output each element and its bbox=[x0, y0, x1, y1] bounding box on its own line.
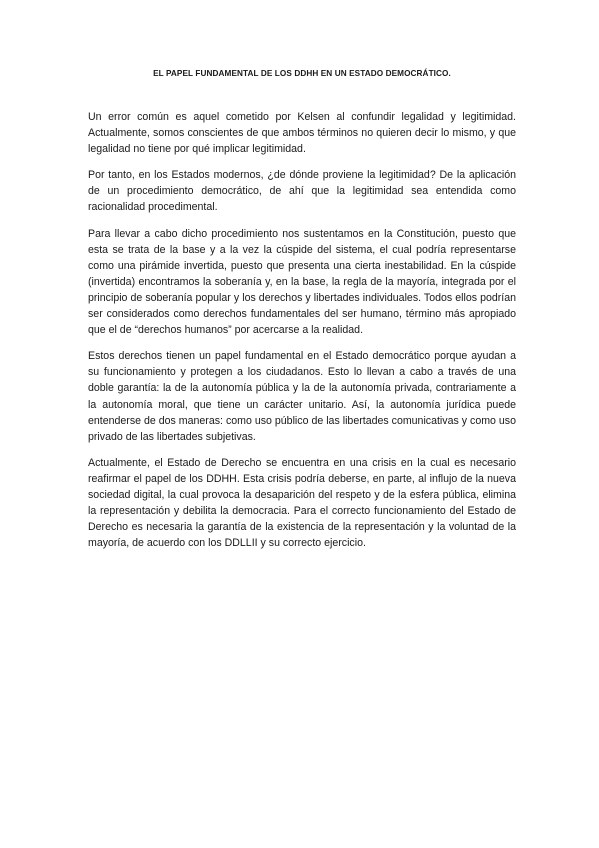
paragraph-crisis: Actualmente, el Estado de Derecho se encuentra en una crisis en la cual es necesario reafirmar el papel de los DDHH. Esta crisis podría deberse, en parte, al influjo de la nueva sociedad digital, la cual provoca la desaparición del respeto y de la esfera pública, elimina la representación y debilita la democracia. Para el correcto funcionamiento del Estado de Derecho es necesaria la garantía de la existencia de la representación y la voluntad de la mayoría, de acuerdo con los DDLLII y su correcto ejercicio. bbox=[88, 456, 516, 550]
paragraph-legitimidad: Por tanto, en los Estados modernos, ¿de dónde proviene la legitimidad? De la aplicación de un procedimiento democrático, de ahí que la legitimidad sea entendida como racionalidad procedimental. bbox=[88, 169, 516, 214]
paragraph-derechos: Estos derechos tienen un papel fundamental en el Estado democrático porque ayudan a su funcionamiento y protegen a los ciudadanos. Esto lo llevan a cabo a través de una doble garantía: la de la autonomía pública y la de la autonomía privada, contrariamente a la autonomía moral, que tiene un carácter unitario. Así, la autonomía jurídica puede entenderse de dos maneras: como uso público de las libertades comunicativas y como uso privado de las libertades subjetivas. bbox=[88, 350, 516, 443]
paragraph-legalidad: Un error común es aquel cometido por Kelsen al confundir legalidad y legitimidad. Actualmente, somos conscientes de que ambos términos no quieren decir lo mismo, y que legalidad no tiene por qué implicar legitimidad. bbox=[88, 111, 516, 156]
document-body bbox=[88, 68, 516, 561]
paragraph-constitucion: Para llevar a cabo dicho procedimiento nos sustentamos en la Constitución, puesto que esta se trata de la base y a la vez la cúspide del sistema, el cual podría representarse como una pirámide invertida, puesto que presenta una cierta inestabilidad. En la cúspide (invertida) encontramos la soberanía y, en la base, la regla de la mayoría, integrada por el principio de soberanía popular y los derechos y libertades individuales. Todos ellos podrían ser considerados como derechos fundamentales del ser humano, término más apropiado que el de “derechos humanos” por acercarse a la realidad. bbox=[88, 227, 516, 337]
document-title: EL PAPEL FUNDAMENTAL DE LOS DDHH EN UN ESTADO DEMOCRÁTICO. bbox=[153, 69, 451, 78]
